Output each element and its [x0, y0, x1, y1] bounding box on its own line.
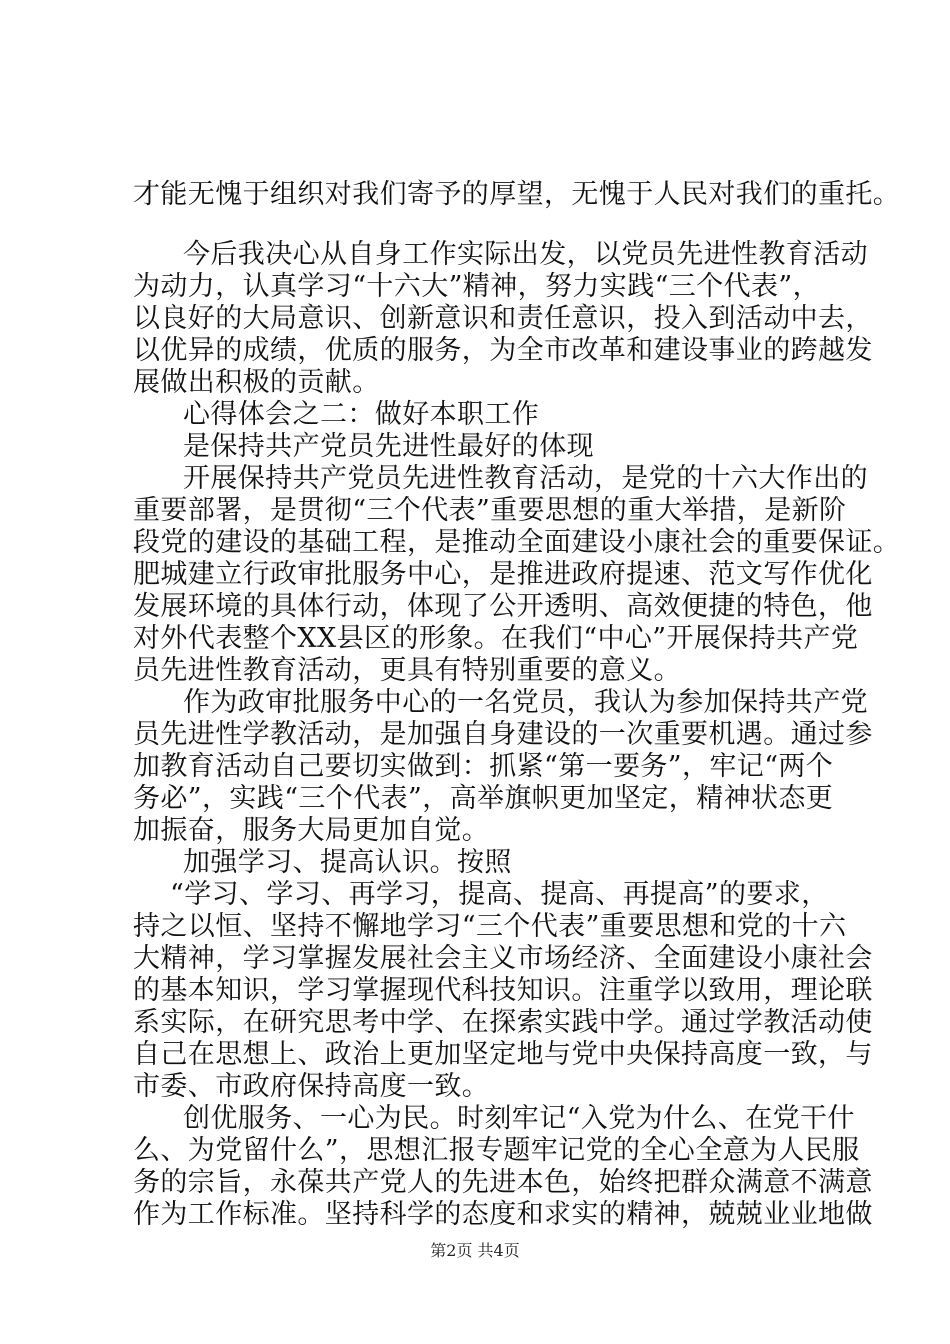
text-line: 持之以恒、坚持不懈地学习“三个代表”重要思想和党的十六	[133, 911, 847, 942]
text-line: 作为政审批服务中心的一名党员，我认为参加保持共产党	[183, 687, 868, 718]
text-line: 开展保持共产党员先进性教育活动，是党的十六大作出的	[183, 463, 868, 494]
text-line: 以优异的成绩，优质的服务，为全市改革和建设事业的跨越发	[133, 335, 873, 366]
text-line: 大精神，学习掌握发展社会主义市场经济、全面建设小康社会	[133, 943, 873, 974]
text-line: 发展环境的具体行动，体现了公开透明、高效便捷的特色，他	[133, 591, 873, 622]
section-heading: 心得体会之二：做好本职工作	[183, 399, 540, 430]
text-line: 员先进性教育活动，更具有特别重要的意义。	[133, 655, 681, 686]
text-line: 加振奋，服务大局更加自觉。	[133, 815, 490, 846]
text-line: 以良好的大局意识、创新意识和责任意识，投入到活动中去，	[133, 303, 873, 334]
text-line: 么、为党留什么”，思想汇报专题牢记党的全心全意为人民服	[133, 1135, 860, 1166]
text-line: 肥城建立行政审批服务中心，是推进政府提速、范文写作优化	[133, 559, 873, 590]
text-line: 创优服务、一心为民。时刻牢记“入党为什么、在党干什	[183, 1103, 855, 1134]
text-line: 加教育活动自己要切实做到：抓紧“第一要务”，牢记“两个	[133, 751, 834, 782]
text-line: 重要部署，是贯彻“三个代表”重要思想的重大举措，是新阶	[133, 495, 847, 526]
page-number-footer: 第2页 共4页	[430, 1241, 520, 1260]
text-line: 才能无愧于组织对我们寄予的厚望，无愧于人民对我们的重托。	[133, 179, 901, 210]
text-line: 务必”，实践“三个代表”，高举旗帜更加坚定，精神状态更	[133, 783, 834, 814]
text-line: 务的宗旨，永葆共产党人的先进本色，始终把群众满意不满意	[133, 1167, 873, 1198]
text-line: 系实际，在研究思考中学、在探索实践中学。通过学教活动使	[133, 1007, 873, 1038]
text-line: 自己在思想上、政治上更加坚定地与党中央保持高度一致，与	[133, 1039, 873, 1070]
text-line: 今后我决心从自身工作实际出发，以党员先进性教育活动	[183, 239, 868, 270]
section-subheading: 是保持共产党员先进性最好的体现	[183, 431, 594, 462]
text-line: 对外代表整个XX县区的形象。在我们“中心”开展保持共产党	[133, 623, 859, 654]
text-line: 市委、市政府保持高度一致。	[133, 1071, 490, 1102]
text-line: 段党的建设的基础工程，是推动全面建设小康社会的重要保证。	[133, 527, 901, 558]
text-line: 加强学习、提高认识。按照	[183, 847, 512, 878]
text-line: 员先进性学教活动，是加强自身建设的一次重要机遇。通过参	[133, 719, 873, 750]
text-line: 作为工作标准。坚持科学的态度和求实的精神，兢兢业业地做	[133, 1199, 873, 1230]
text-line: 展做出积极的贡献。	[133, 367, 380, 398]
text-line: 的基本知识，学习掌握现代科技知识。注重学以致用，理论联	[133, 975, 873, 1006]
text-line: 为动力，认真学习“十六大”精神，努力实践“三个代表”，	[133, 271, 821, 302]
text-line: “学习、学习、再学习，提高、提高、再提高”的要求，	[170, 879, 829, 910]
